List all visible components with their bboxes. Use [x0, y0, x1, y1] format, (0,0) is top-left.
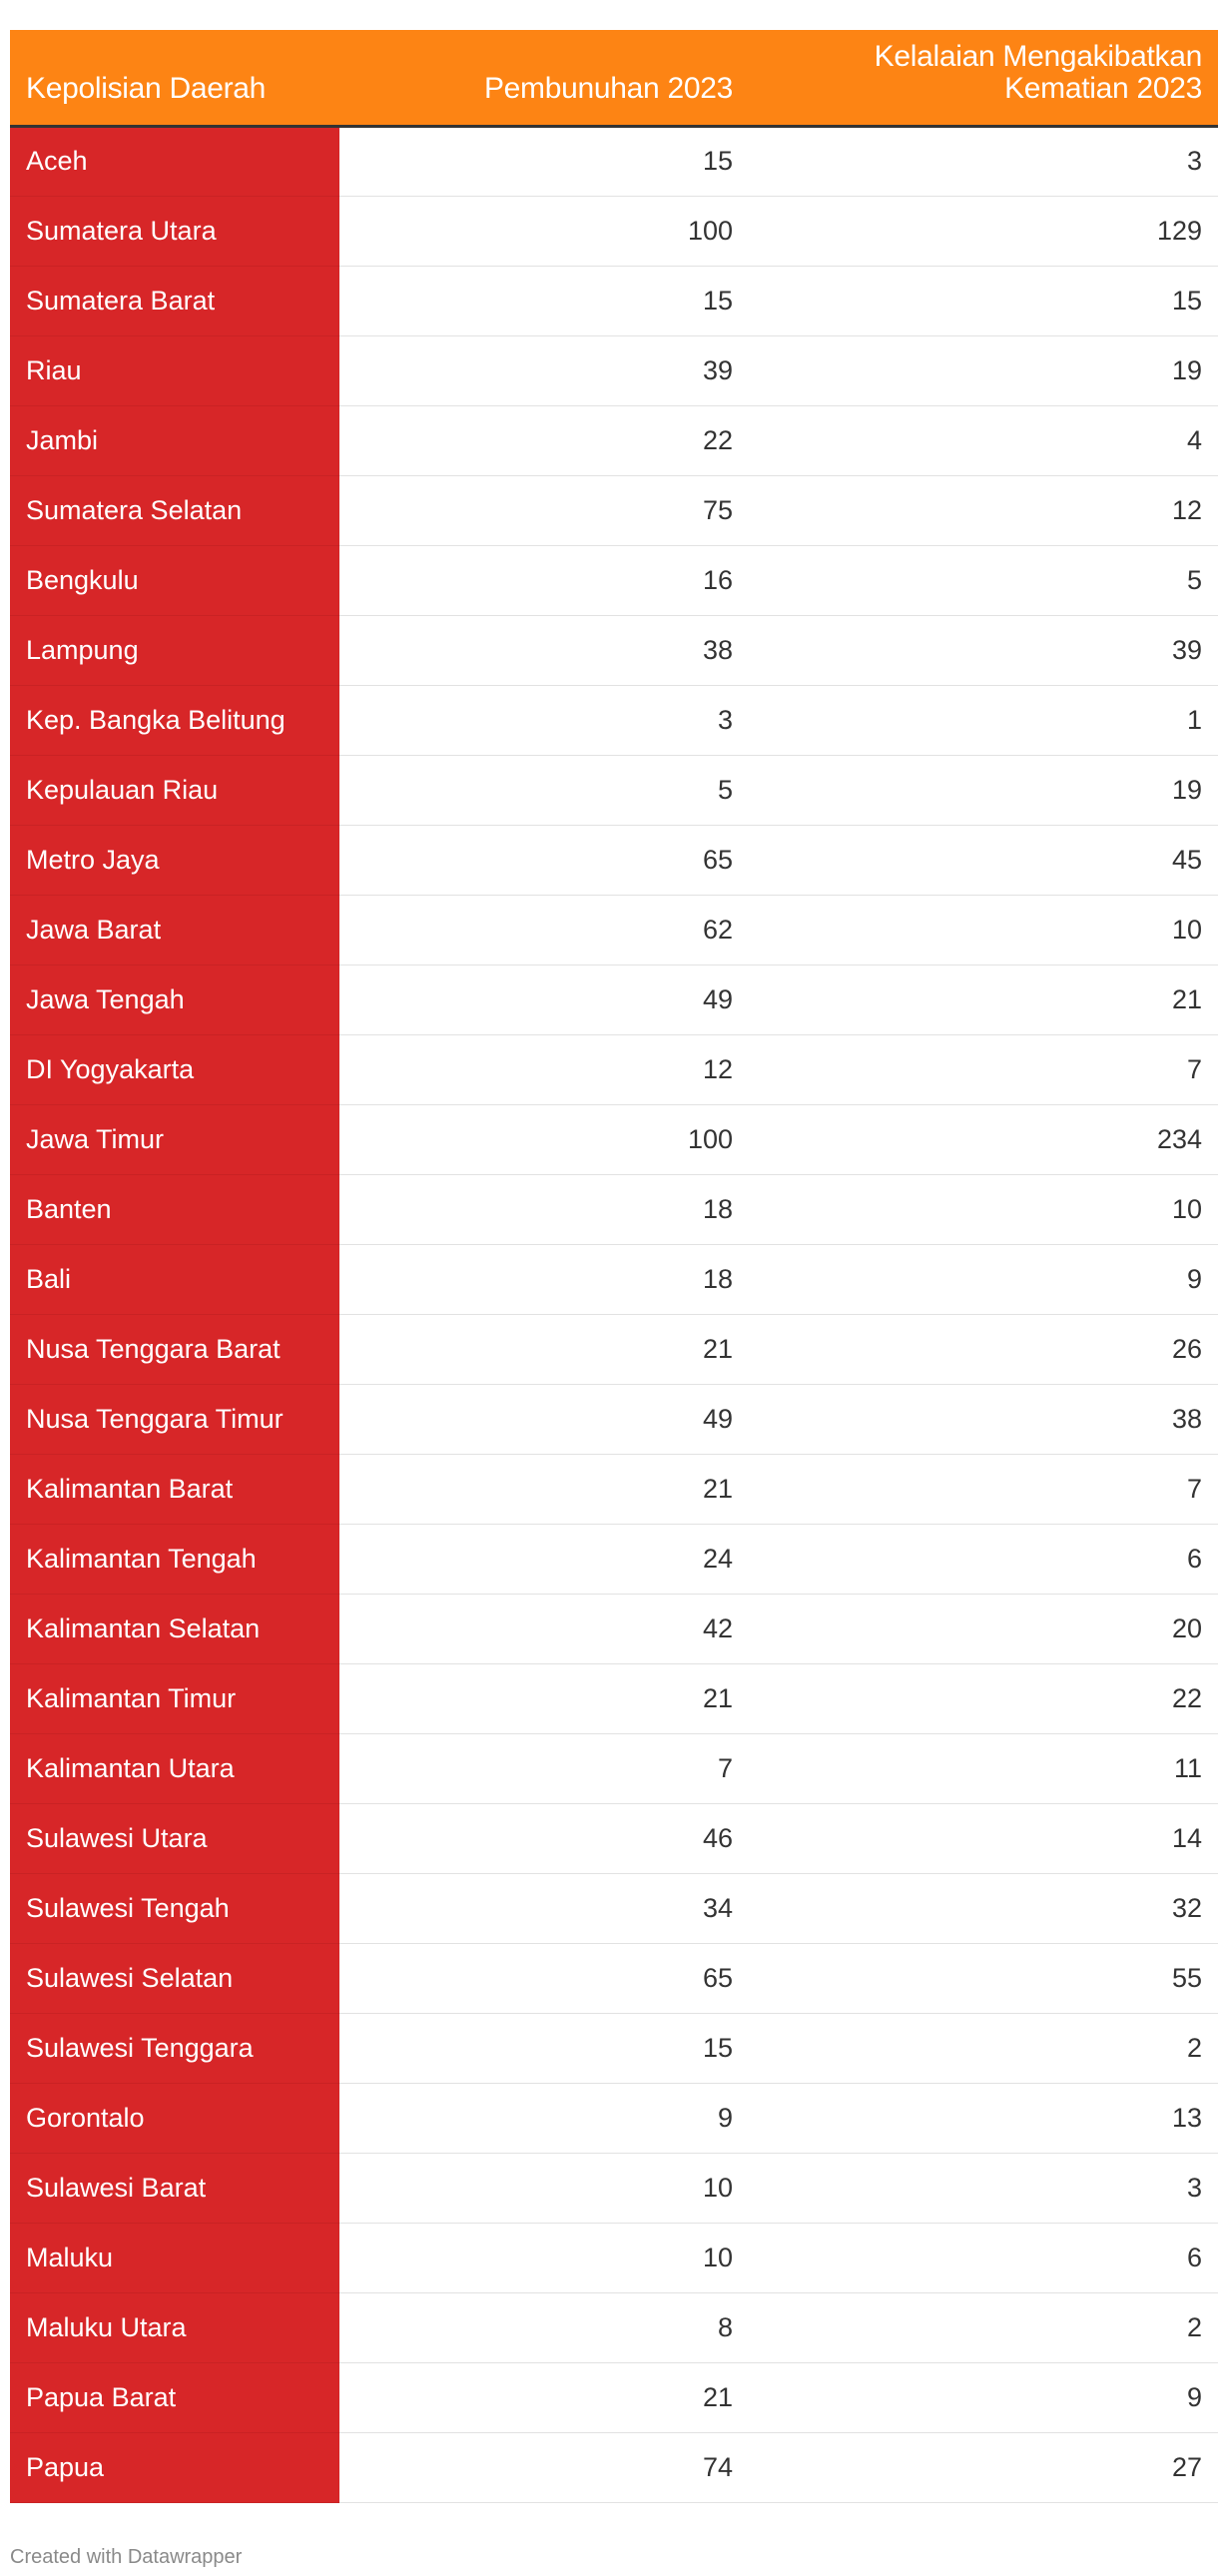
- table-row: [10, 615, 1218, 685]
- header-negligence-line2: Kematian 2023: [1004, 71, 1202, 105]
- table-row: [10, 685, 1218, 755]
- table-header: [10, 30, 1218, 126]
- cell-negligence: 129: [749, 196, 1218, 266]
- header-negligence[interactable]: [749, 30, 1218, 126]
- cell-murder: 8: [339, 2292, 749, 2362]
- table-row: [10, 475, 1218, 545]
- table-row: [10, 2153, 1218, 2223]
- cell-region: Sumatera Barat: [10, 266, 339, 335]
- header-negligence-line1: Kelalaian Mengakibatkan: [874, 39, 1202, 73]
- cell-murder: 62: [339, 895, 749, 965]
- cell-negligence: 7: [749, 1454, 1218, 1524]
- cell-murder: 3: [339, 685, 749, 755]
- footer-credit: Created with Datawrapper: [10, 2546, 243, 2568]
- cell-region: Jambi: [10, 405, 339, 475]
- cell-murder: 49: [339, 965, 749, 1034]
- header-region[interactable]: Kepolisian Daerah: [10, 30, 339, 126]
- table-row: [10, 1314, 1218, 1384]
- cell-region: Bali: [10, 1244, 339, 1314]
- cell-negligence: 234: [749, 1104, 1218, 1174]
- cell-murder: 65: [339, 825, 749, 895]
- table-row: [10, 1034, 1218, 1104]
- table-row: [10, 1174, 1218, 1244]
- cell-murder: 16: [339, 545, 749, 615]
- cell-region: Kep. Bangka Belitung: [10, 685, 339, 755]
- cell-murder: 21: [339, 2362, 749, 2432]
- table-row: [10, 1594, 1218, 1663]
- cell-negligence: 20: [749, 1594, 1218, 1663]
- cell-region: Kalimantan Timur: [10, 1663, 339, 1733]
- table-row: [10, 1244, 1218, 1314]
- cell-negligence: 6: [749, 1524, 1218, 1594]
- table-row: [10, 2013, 1218, 2083]
- cell-murder: 15: [339, 2013, 749, 2083]
- cell-murder: 21: [339, 1314, 749, 1384]
- cell-murder: 65: [339, 1943, 749, 2013]
- table-row: [10, 196, 1218, 266]
- cell-region: Papua Barat: [10, 2362, 339, 2432]
- cell-murder: 15: [339, 266, 749, 335]
- cell-region: Metro Jaya: [10, 825, 339, 895]
- header-murder[interactable]: Pembunuhan 2023: [339, 30, 749, 126]
- table-row: [10, 965, 1218, 1034]
- table-row: [10, 1104, 1218, 1174]
- table-row: [10, 126, 1218, 196]
- cell-region: DI Yogyakarta: [10, 1034, 339, 1104]
- cell-region: Jawa Barat: [10, 895, 339, 965]
- cell-murder: 12: [339, 1034, 749, 1104]
- cell-region: Banten: [10, 1174, 339, 1244]
- header-row: [10, 30, 1218, 126]
- cell-region: Gorontalo: [10, 2083, 339, 2153]
- table-row: [10, 1454, 1218, 1524]
- cell-region: Riau: [10, 335, 339, 405]
- cell-negligence: 10: [749, 895, 1218, 965]
- cell-negligence: 11: [749, 1733, 1218, 1803]
- cell-region: Sulawesi Utara: [10, 1803, 339, 1873]
- cell-region: Sulawesi Tengah: [10, 1873, 339, 1943]
- cell-negligence: 15: [749, 266, 1218, 335]
- cell-negligence: 26: [749, 1314, 1218, 1384]
- table-row: [10, 1524, 1218, 1594]
- cell-negligence: 13: [749, 2083, 1218, 2153]
- cell-murder: 24: [339, 1524, 749, 1594]
- cell-negligence: 21: [749, 965, 1218, 1034]
- table-row: [10, 1803, 1218, 1873]
- cell-negligence: 39: [749, 615, 1218, 685]
- cell-murder: 46: [339, 1803, 749, 1873]
- cell-negligence: 3: [749, 2153, 1218, 2223]
- cell-region: Kalimantan Tengah: [10, 1524, 339, 1594]
- cell-murder: 39: [339, 335, 749, 405]
- cell-murder: 38: [339, 615, 749, 685]
- cell-region: Jawa Timur: [10, 1104, 339, 1174]
- cell-negligence: 4: [749, 405, 1218, 475]
- cell-region: Maluku Utara: [10, 2292, 339, 2362]
- cell-region: Nusa Tenggara Barat: [10, 1314, 339, 1384]
- cell-region: Sumatera Selatan: [10, 475, 339, 545]
- cell-murder: 15: [339, 126, 749, 196]
- table-row: [10, 335, 1218, 405]
- cell-negligence: 27: [749, 2432, 1218, 2502]
- cell-murder: 49: [339, 1384, 749, 1454]
- cell-region: Papua: [10, 2432, 339, 2502]
- table-body: [10, 126, 1218, 2502]
- table-row: [10, 825, 1218, 895]
- cell-murder: 7: [339, 1733, 749, 1803]
- cell-region: Sulawesi Tenggara: [10, 2013, 339, 2083]
- cell-negligence: 14: [749, 1803, 1218, 1873]
- cell-murder: 21: [339, 1663, 749, 1733]
- cell-murder: 21: [339, 1454, 749, 1524]
- cell-negligence: 5: [749, 545, 1218, 615]
- table-row: [10, 2432, 1218, 2502]
- cell-region: Kepulauan Riau: [10, 755, 339, 825]
- cell-murder: 75: [339, 475, 749, 545]
- cell-murder: 10: [339, 2223, 749, 2292]
- cell-murder: 10: [339, 2153, 749, 2223]
- cell-region: Jawa Tengah: [10, 965, 339, 1034]
- table-row: [10, 2083, 1218, 2153]
- table-row: [10, 1943, 1218, 2013]
- cell-negligence: 7: [749, 1034, 1218, 1104]
- table-row: [10, 266, 1218, 335]
- table-row: [10, 1873, 1218, 1943]
- table-row: [10, 895, 1218, 965]
- cell-murder: 5: [339, 755, 749, 825]
- cell-negligence: 9: [749, 2362, 1218, 2432]
- cell-negligence: 10: [749, 1174, 1218, 1244]
- cell-negligence: 22: [749, 1663, 1218, 1733]
- table-row: [10, 2292, 1218, 2362]
- table-row: [10, 1384, 1218, 1454]
- cell-negligence: 12: [749, 475, 1218, 545]
- cell-negligence: 1: [749, 685, 1218, 755]
- cell-negligence: 19: [749, 335, 1218, 405]
- cell-murder: 42: [339, 1594, 749, 1663]
- cell-negligence: 32: [749, 1873, 1218, 1943]
- cell-region: Kalimantan Utara: [10, 1733, 339, 1803]
- cell-negligence: 6: [749, 2223, 1218, 2292]
- table-row: [10, 405, 1218, 475]
- cell-negligence: 55: [749, 1943, 1218, 2013]
- cell-murder: 18: [339, 1244, 749, 1314]
- cell-region: Sulawesi Barat: [10, 2153, 339, 2223]
- cell-murder: 22: [339, 405, 749, 475]
- cell-region: Kalimantan Selatan: [10, 1594, 339, 1663]
- cell-region: Lampung: [10, 615, 339, 685]
- table-row: [10, 2223, 1218, 2292]
- cell-negligence: 19: [749, 755, 1218, 825]
- cell-region: Sumatera Utara: [10, 196, 339, 266]
- cell-negligence: 38: [749, 1384, 1218, 1454]
- table-row: [10, 755, 1218, 825]
- cell-negligence: 45: [749, 825, 1218, 895]
- cell-murder: 100: [339, 196, 749, 266]
- cell-negligence: 2: [749, 2292, 1218, 2362]
- cell-murder: 100: [339, 1104, 749, 1174]
- table-row: [10, 545, 1218, 615]
- cell-murder: 34: [339, 1873, 749, 1943]
- cell-region: Kalimantan Barat: [10, 1454, 339, 1524]
- cell-murder: 74: [339, 2432, 749, 2502]
- data-table: [10, 30, 1218, 2503]
- table-row: [10, 1733, 1218, 1803]
- cell-murder: 18: [339, 1174, 749, 1244]
- cell-negligence: 3: [749, 126, 1218, 196]
- cell-region: Aceh: [10, 126, 339, 196]
- table-row: [10, 1663, 1218, 1733]
- cell-region: Bengkulu: [10, 545, 339, 615]
- cell-region: Sulawesi Selatan: [10, 1943, 339, 2013]
- cell-negligence: 2: [749, 2013, 1218, 2083]
- data-table-container: [10, 30, 1218, 2503]
- cell-region: Nusa Tenggara Timur: [10, 1384, 339, 1454]
- cell-region: Maluku: [10, 2223, 339, 2292]
- cell-murder: 9: [339, 2083, 749, 2153]
- table-row: [10, 2362, 1218, 2432]
- cell-negligence: 9: [749, 1244, 1218, 1314]
